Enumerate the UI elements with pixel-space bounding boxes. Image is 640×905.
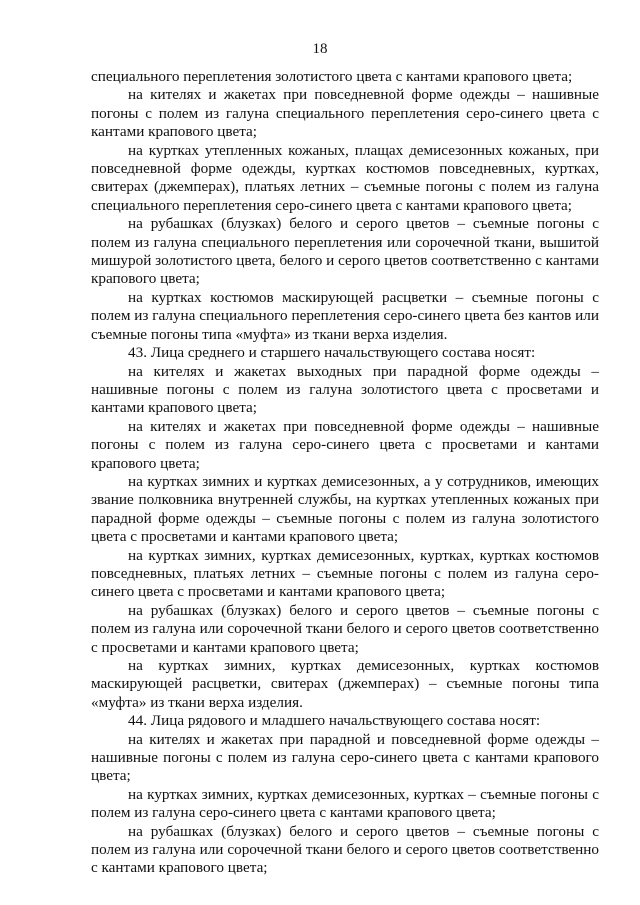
paragraph: на рубашках (блузках) белого и серого цветов – съемные погоны с полем из галуна специального переплетения или сорочечной ткани, вышитой мишурой золотистого цвета, белого и серого цветов соответственно с кантами крапового цвета; (91, 215, 599, 288)
paragraph: на кителях и жакетах при повседневной форме одежды – нашивные погоны с полем из галуна серо-синего цвета с просветами и кантами крапового цвета; (91, 417, 599, 472)
paragraph: на рубашках (блузках) белого и серого цветов – съемные погоны с полем из галуна или сорочечной ткани белого и серого цветов соответственно с просветами и кантами крапового цвета; (91, 601, 599, 656)
paragraph: на кителях и жакетах при парадной и повседневной форме одежды – нашивные погоны с полем из галуна серо-синего цвета с кантами крапового цвета; (91, 730, 599, 785)
paragraph-continuation: специального переплетения золотистого цвета с кантами крапового цвета; (91, 68, 573, 85)
paragraph: на кителях и жакетах при повседневной форме одежды – нашивные погоны с полем из галуна специального переплетения серо-синего цвета с кантами крапового цвета; (91, 86, 599, 141)
paragraph: на куртках костюмов маскирующей расцветки – съемные погоны с полем из галуна специального переплетения серо-синего цвета без кантов или съемные погоны типа «муфта» из ткани верха изделия. (91, 288, 599, 343)
document-body (91, 68, 599, 878)
paragraph: на куртках зимних, куртках демисезонных, куртках, куртках костюмов повседневных, платьях летних – съемные погоны с полем из галуна серо-синего цвета с просветами и кантами крапового цвета; (91, 546, 599, 601)
page-number: 18 (312, 41, 328, 57)
clause-heading-43: 43. Лица среднего и старшего начальствующего состава носят: (128, 344, 536, 362)
paragraph: на рубашках (блузках) белого и серого цветов – съемные погоны с полем из галуна или сорочечной ткани белого и серого цветов соответственно с кантами крапового цвета; (91, 822, 599, 877)
paragraph: на куртках утепленных кожаных, плащах демисезонных кожаных, при повседневной форме одежды, куртках костюмов повседневных, куртках, свитерах (джемперах), платьях летних – съемные погоны с полем из галуна специального переплетения серо-синего цвета с кантами крапового цвета; (91, 141, 599, 214)
paragraph: на кителях и жакетах выходных при парадной форме одежды – нашивные погоны с полем из галуна золотистого цвета с просветами и кантами крапового цвета; (91, 362, 599, 417)
paragraph: на куртках зимних, куртках демисезонных, куртках костюмов маскирующей расцветки, свитерах (джемперах) – съемные погоны типа «муфта» из ткани верха изделия. (91, 657, 599, 711)
paragraph: на куртках зимних, куртках демисезонных, куртках – съемные погоны с полем из галуна серо-синего цвета с кантами крапового цвета; (91, 785, 599, 822)
paragraph: на куртках зимних и куртках демисезонных, а у сотрудников, имеющих звание полковника внутренней службы, на куртках утепленных кожаных при парадной форме одежды – съемные погоны с полем из галуна золотистого цвета с просветами и кантами крапового цвета; (91, 472, 599, 546)
clause-heading-44: 44. Лица рядового и младшего начальствующего состава носят: (128, 712, 541, 730)
